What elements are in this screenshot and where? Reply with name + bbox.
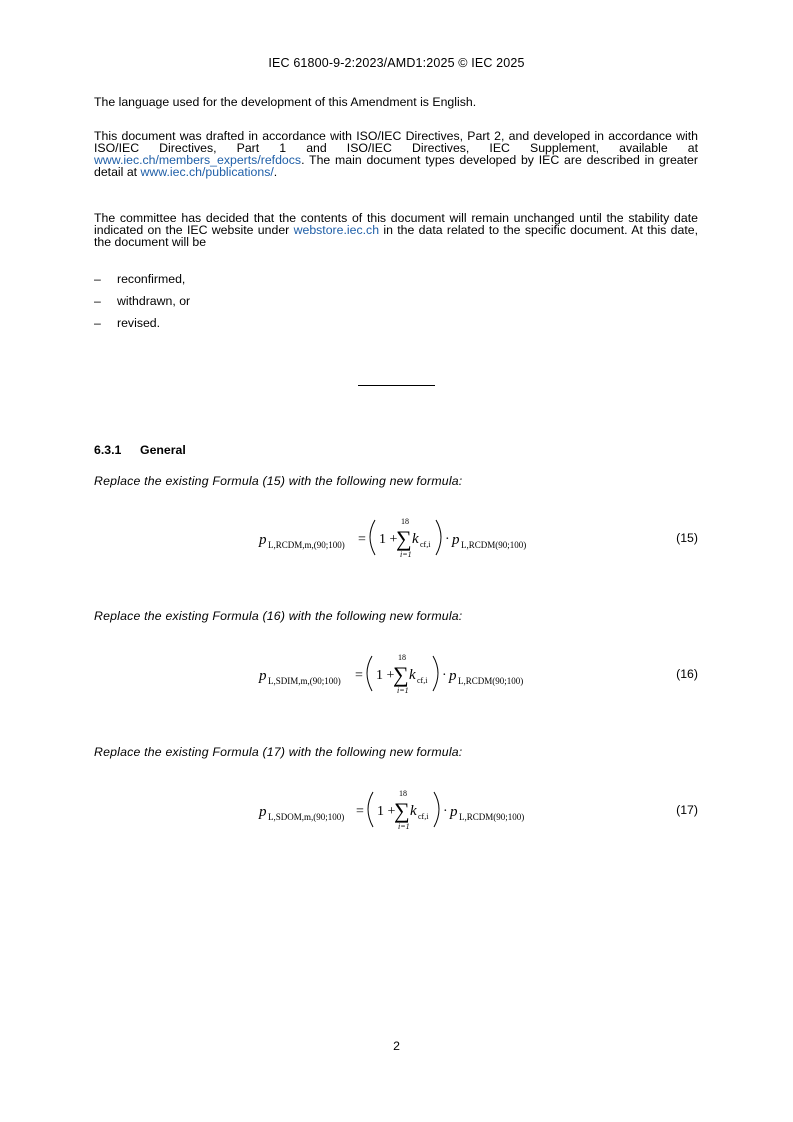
- drafting-text-3: .: [273, 165, 278, 179]
- right-parenthesis: [434, 792, 439, 827]
- sum-sign: ∑: [393, 662, 409, 687]
- formula-instruction: Replace the existing Formula (17) with the following new formula:: [94, 745, 463, 759]
- formula-lhs-subscript: L,RCDM,m,(90;100): [268, 540, 345, 550]
- formula-k-symbol: k: [409, 667, 416, 683]
- section-heading: [94, 443, 186, 457]
- left-parenthesis: [368, 792, 373, 827]
- formula-lhs-symbol: p: [259, 532, 267, 548]
- formula-16: [255, 648, 545, 698]
- section-number: 6.3.1: [94, 443, 122, 457]
- sum-lower-limit: i=1: [397, 686, 409, 695]
- sum-lower-limit: i=1: [398, 822, 410, 831]
- formula-rhs-subscript: L,RCDM(90;100): [461, 540, 527, 550]
- drafting-text-2: . The main document types developed by IEC are described in greater detail at: [94, 153, 698, 179]
- separator-line: [358, 385, 435, 386]
- formula-one-plus: 1 +: [377, 804, 396, 819]
- formula-k-symbol: k: [410, 803, 417, 819]
- formula-instruction: Replace the existing Formula (15) with the following new formula:: [94, 474, 463, 488]
- formula-rhs-subscript: L,RCDM(90;100): [459, 812, 525, 822]
- document-header: IEC 61800-9-2:2023/AMD1:2025 © IEC 2025: [268, 56, 525, 70]
- stability-paragraph: [94, 212, 698, 248]
- formula-equals: =: [355, 668, 363, 683]
- section-title: General: [140, 443, 186, 457]
- language-paragraph: [94, 96, 698, 108]
- formula-instruction: Replace the existing Formula (16) with the following new formula:: [94, 609, 463, 623]
- list-item: – withdrawn, or: [94, 294, 191, 308]
- formula-number: (15): [676, 531, 698, 545]
- formula-rhs-symbol: p: [449, 668, 457, 684]
- left-parenthesis: [367, 656, 372, 691]
- formula-k-symbol: k: [412, 531, 419, 547]
- drafting-text-1: This document was drafted in accordance with ISO/IEC Directives, Part 2, and developed in accordance with ISO/IEC Directives, Part 1 and ISO/IEC Directives, IEC Supplement, available at: [94, 129, 698, 155]
- formula-equals: =: [356, 804, 364, 819]
- list-item: – reconfirmed,: [94, 272, 186, 286]
- formula-k-subscript: cf,i: [418, 812, 429, 821]
- publications-link[interactable]: www.iec.ch/publications/: [140, 165, 274, 179]
- list-item: – revised.: [94, 316, 161, 330]
- sum-sign: ∑: [396, 526, 412, 551]
- sum-lower-limit: i=1: [400, 550, 412, 559]
- formula-number: (17): [676, 803, 698, 817]
- formula-15: [255, 512, 545, 562]
- left-parenthesis: [370, 520, 375, 555]
- formula-k-subscript: cf,i: [420, 540, 431, 549]
- webstore-link[interactable]: webstore.iec.ch: [293, 223, 380, 237]
- formula-lhs-subscript: L,SDOM,m,(90;100): [268, 812, 345, 822]
- formula-lhs-symbol: p: [259, 668, 267, 684]
- formula-lhs-subscript: L,SDIM,m,(90;100): [268, 676, 341, 686]
- refdocs-link[interactable]: www.iec.ch/members_experts/refdocs: [94, 153, 302, 167]
- formula-k-subscript: cf,i: [417, 676, 428, 685]
- formula-lhs-symbol: p: [259, 804, 267, 820]
- formula-rhs-subscript: L,RCDM(90;100): [458, 676, 524, 686]
- right-parenthesis: [436, 520, 441, 555]
- formula-number: (16): [676, 667, 698, 681]
- formula-one-plus: 1 +: [379, 532, 398, 547]
- sum-upper-limit: 18: [401, 517, 409, 526]
- sum-upper-limit: 18: [399, 789, 407, 798]
- formula-rhs-symbol: p: [450, 804, 458, 820]
- sum-upper-limit: 18: [398, 653, 406, 662]
- formula-dot: ·: [442, 668, 447, 683]
- language-text: The language used for the development of this Amendment is English.: [94, 95, 477, 109]
- formula-one-plus: 1 +: [376, 668, 395, 683]
- formula-dot: ·: [443, 804, 448, 819]
- right-parenthesis: [433, 656, 438, 691]
- formula-rhs-symbol: p: [452, 532, 460, 548]
- page-number: 2: [393, 1039, 400, 1053]
- stability-text-2: in the data related to the specific document. At this date, the document will be: [94, 223, 698, 249]
- sum-sign: ∑: [394, 798, 410, 823]
- stability-text-1: The committee has decided that the contents of this document will remain unchanged until the stability date indicated on the IEC website under: [94, 211, 698, 237]
- formula-dot: ·: [445, 532, 450, 547]
- formula-17: [255, 784, 545, 834]
- formula-equals: =: [358, 532, 366, 547]
- drafting-paragraph: [94, 130, 698, 178]
